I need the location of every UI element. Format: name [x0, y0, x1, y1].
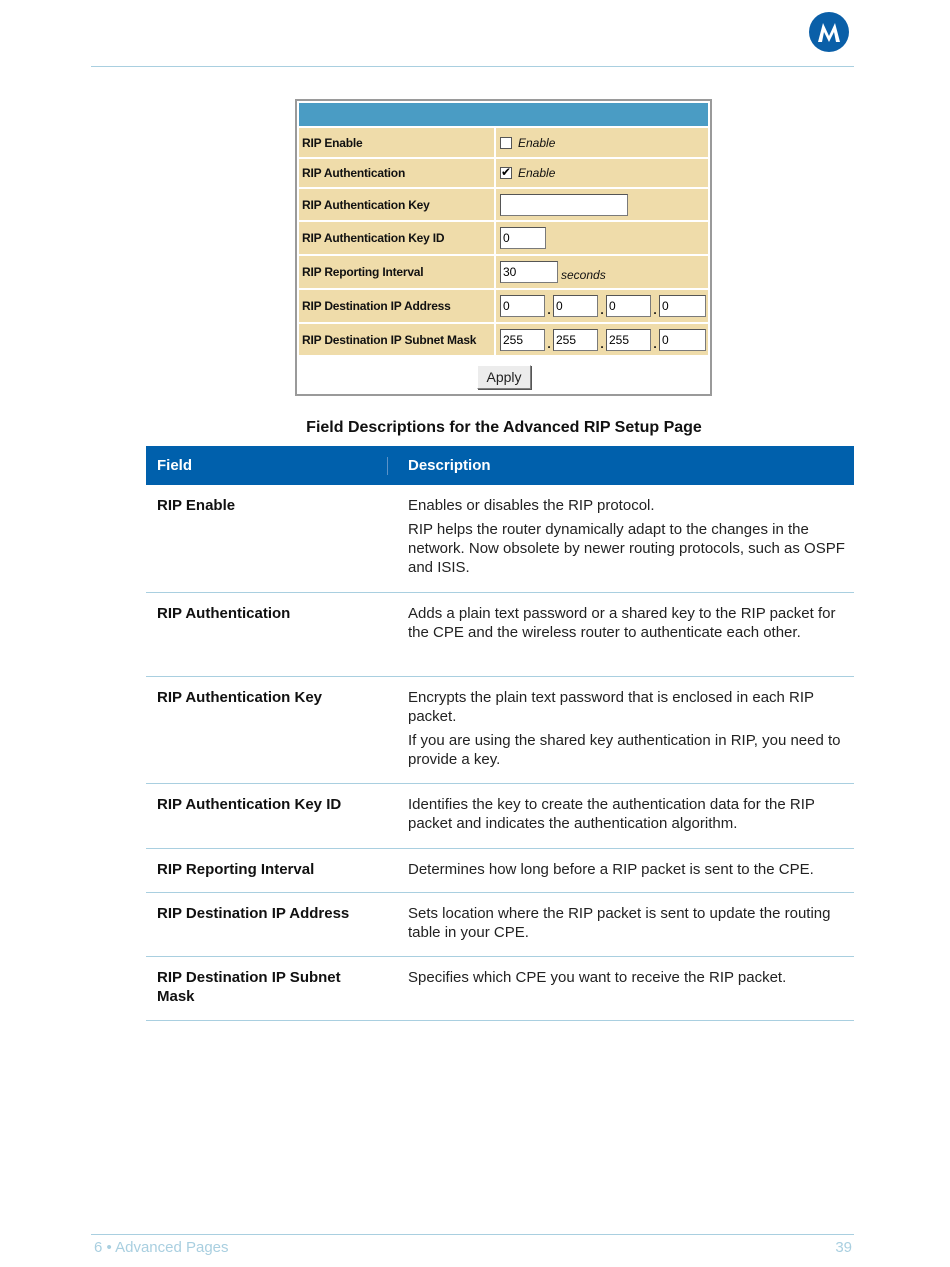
footer-section-title: 6 • Advanced Pages — [94, 1239, 229, 1256]
form-label: RIP Authentication Key — [299, 189, 494, 220]
table-caption: Field Descriptions for the Advanced RIP Setup Page — [306, 419, 702, 436]
form-row-rip-enable — [299, 128, 708, 157]
form-label: RIP Authentication — [299, 159, 494, 187]
form-row-rip-destination-subnet-mask: RIP Destination IP Subnet Mask 255 . 255 . 255 . 0 — [299, 324, 708, 355]
form-row-rip-authentication-key — [299, 189, 708, 220]
form-label: RIP Destination IP Subnet Mask — [299, 324, 494, 355]
apply-button[interactable]: Apply — [477, 365, 531, 389]
field-name: RIP Enable — [157, 497, 236, 514]
ip-octet-input[interactable]: 0 — [659, 295, 706, 317]
column-header-field: Field — [157, 457, 193, 474]
form-label: RIP Authentication Key ID — [299, 222, 494, 254]
ip-octet-input[interactable]: 0 — [606, 295, 651, 317]
form-row-rip-authentication-key-id — [299, 222, 708, 254]
form-row-rip-reporting-interval — [299, 256, 708, 288]
field-description: Enables or disables the RIP protocol. RIP helps the router dynamically adapt to the changes in the network. Now obsolete by newer routing protocols, such as OSPF and ISIS. — [408, 497, 845, 576]
field-name: RIP Destination IP Subnet Mask — [157, 969, 341, 1005]
field-description: Specifies which CPE you want to receive the RIP packet. — [408, 969, 787, 986]
rip-authentication-key-input[interactable] — [500, 194, 628, 216]
field-description: Sets location where the RIP packet is sent to update the routing table in your CPE. — [408, 905, 831, 941]
field-name: RIP Reporting Interval — [157, 861, 315, 878]
subnet-octet-input[interactable]: 255 — [500, 329, 545, 351]
form-label: RIP Reporting Interval — [299, 256, 494, 288]
rip-authentication-checkbox[interactable] — [500, 167, 512, 179]
table-row — [146, 677, 854, 784]
table-row — [146, 784, 854, 849]
field-description: Determines how long before a RIP packet is sent to the CPE. — [408, 861, 814, 878]
checkbox-label: Enable — [518, 166, 556, 180]
subnet-octet-input[interactable]: 255 — [606, 329, 651, 351]
page-number: 39 — [835, 1239, 852, 1256]
ip-octet-input[interactable]: 0 — [553, 295, 598, 317]
ip-octet-input[interactable]: 0 — [500, 295, 545, 317]
subnet-octet-input[interactable]: 0 — [659, 329, 706, 351]
field-name: RIP Authentication Key — [157, 689, 323, 706]
form-row-rip-authentication — [299, 159, 708, 187]
table-row — [146, 849, 854, 893]
form-label: RIP Enable — [299, 128, 494, 157]
rip-authentication-key-id-input[interactable]: 0 — [500, 227, 546, 249]
rip-setup-form — [295, 99, 712, 396]
form-row-rip-destination-ip: RIP Destination IP Address 0 . 0 . 0 . 0 — [299, 290, 708, 322]
field-description: Encrypts the plain text password that is enclosed in each RIP packet. If you are using the shared key authentication in RIP, you need to provide a key. — [408, 689, 841, 768]
rip-reporting-interval-input[interactable]: 30 — [500, 261, 558, 283]
table-row — [146, 957, 854, 1021]
field-name: RIP Authentication — [157, 605, 291, 622]
field-name: RIP Destination IP Address — [157, 905, 350, 922]
table-header — [146, 446, 854, 485]
form-label: RIP Destination IP Address — [299, 290, 494, 322]
form-header-bar — [299, 103, 708, 126]
header-divider — [91, 66, 854, 67]
column-header-description: Description — [408, 457, 491, 474]
footer-divider — [91, 1234, 854, 1235]
field-description: Adds a plain text password or a shared key to the RIP packet for the CPE and the wireless router to authenticate each other. — [408, 605, 836, 641]
table-row — [146, 593, 854, 677]
table-row — [146, 485, 854, 593]
rip-enable-checkbox[interactable] — [500, 137, 512, 149]
motorola-logo-icon — [809, 12, 849, 52]
field-name: RIP Authentication Key ID — [157, 796, 342, 813]
table-row — [146, 893, 854, 957]
subnet-octet-input[interactable]: 255 — [553, 329, 598, 351]
checkbox-label: Enable — [518, 135, 556, 150]
interval-unit-label: seconds — [561, 268, 606, 282]
field-description: Identifies the key to create the authentication data for the RIP packet and indicates the authentication algorithm. — [408, 796, 815, 832]
